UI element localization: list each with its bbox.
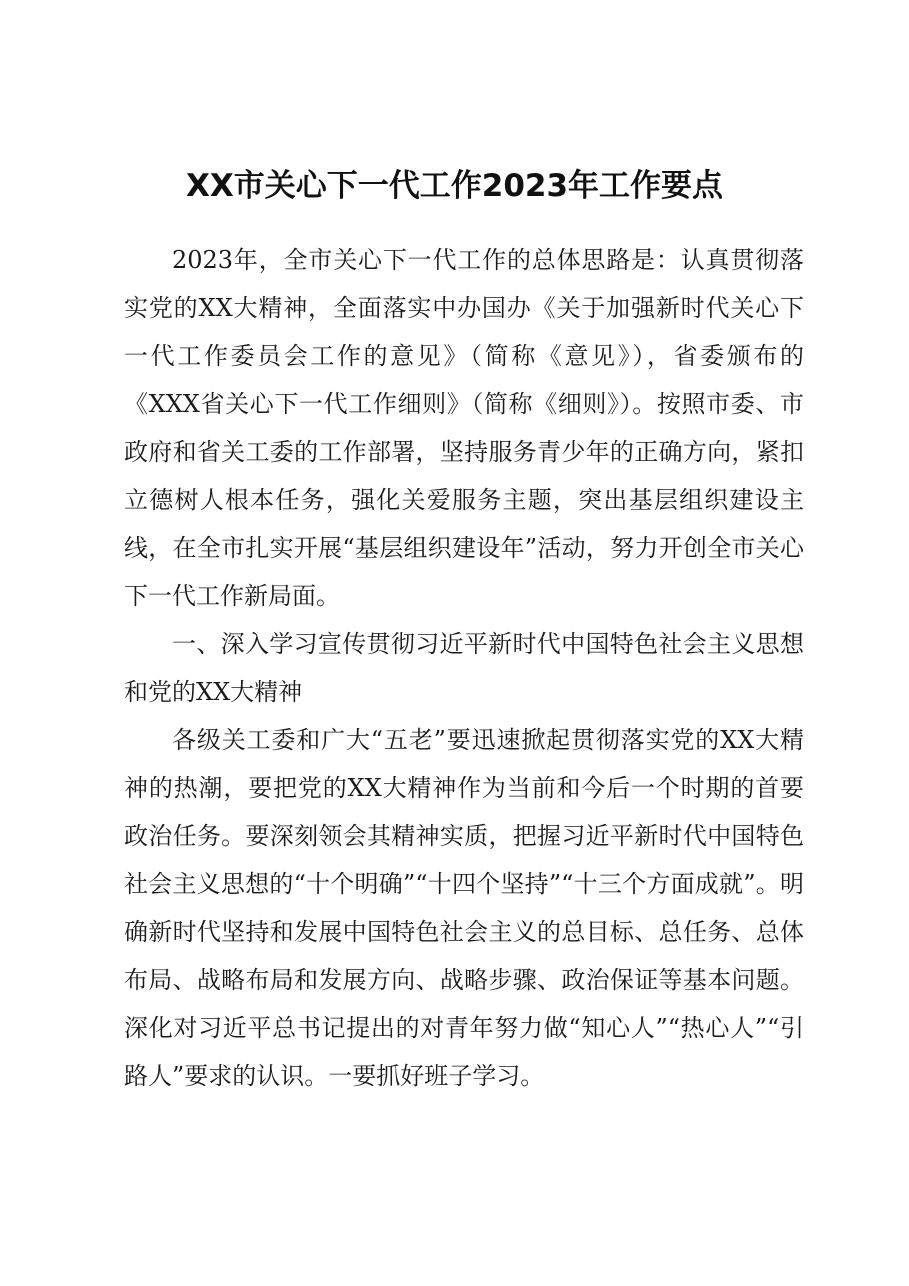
section-1-paragraph: 各级关工委和广大“五老”要迅速掀起贯彻落实党的XX大精神的热潮，要把党的XX大精神作为当前和今后一个时期的首要政治任务。要深刻领会其精神实质，把握习近平新时代中国特色社会主义思想的“十个明确”“十四个坚持”“十三个方面成就”。明确新时代坚持和发展中国特色社会主义的总目标、总任务、总体布局、战略布局和发展方向、战略步骤、政治保证等基本问题。深化对习近平总书记提出的对青年努力做“知心人”“热心人”“引路人”要求的认识。一要抓好班子学习。 (124, 726, 804, 1090)
intro-paragraph: 2023年，全市关心下一代工作的总体思路是：认真贯彻落实党的XX大精神，全面落实中办国办《关于加强新时代关心下一代工作委员会工作的意见》（简称《意见》），省委颁布的《XXX省关心下一代工作细则》（简称《细则》）。按照市委、市政府和省关工委的工作部署，坚持服务青少年的正确方向，紧扣立德树人根本任务，强化关爱服务主题，突出基层组织建设主线，在全市扎实开展“基层组织建设年”活动，努力开创全市关心下一代工作新局面。 (124, 246, 804, 610)
document-body (124, 236, 804, 1100)
section-heading-1: 一、深入学习宣传贯彻习近平新时代中国特色社会主义思想和党的XX大精神 (124, 630, 804, 706)
document-title: XX市关心下一代工作2023年工作要点 (185, 168, 724, 204)
